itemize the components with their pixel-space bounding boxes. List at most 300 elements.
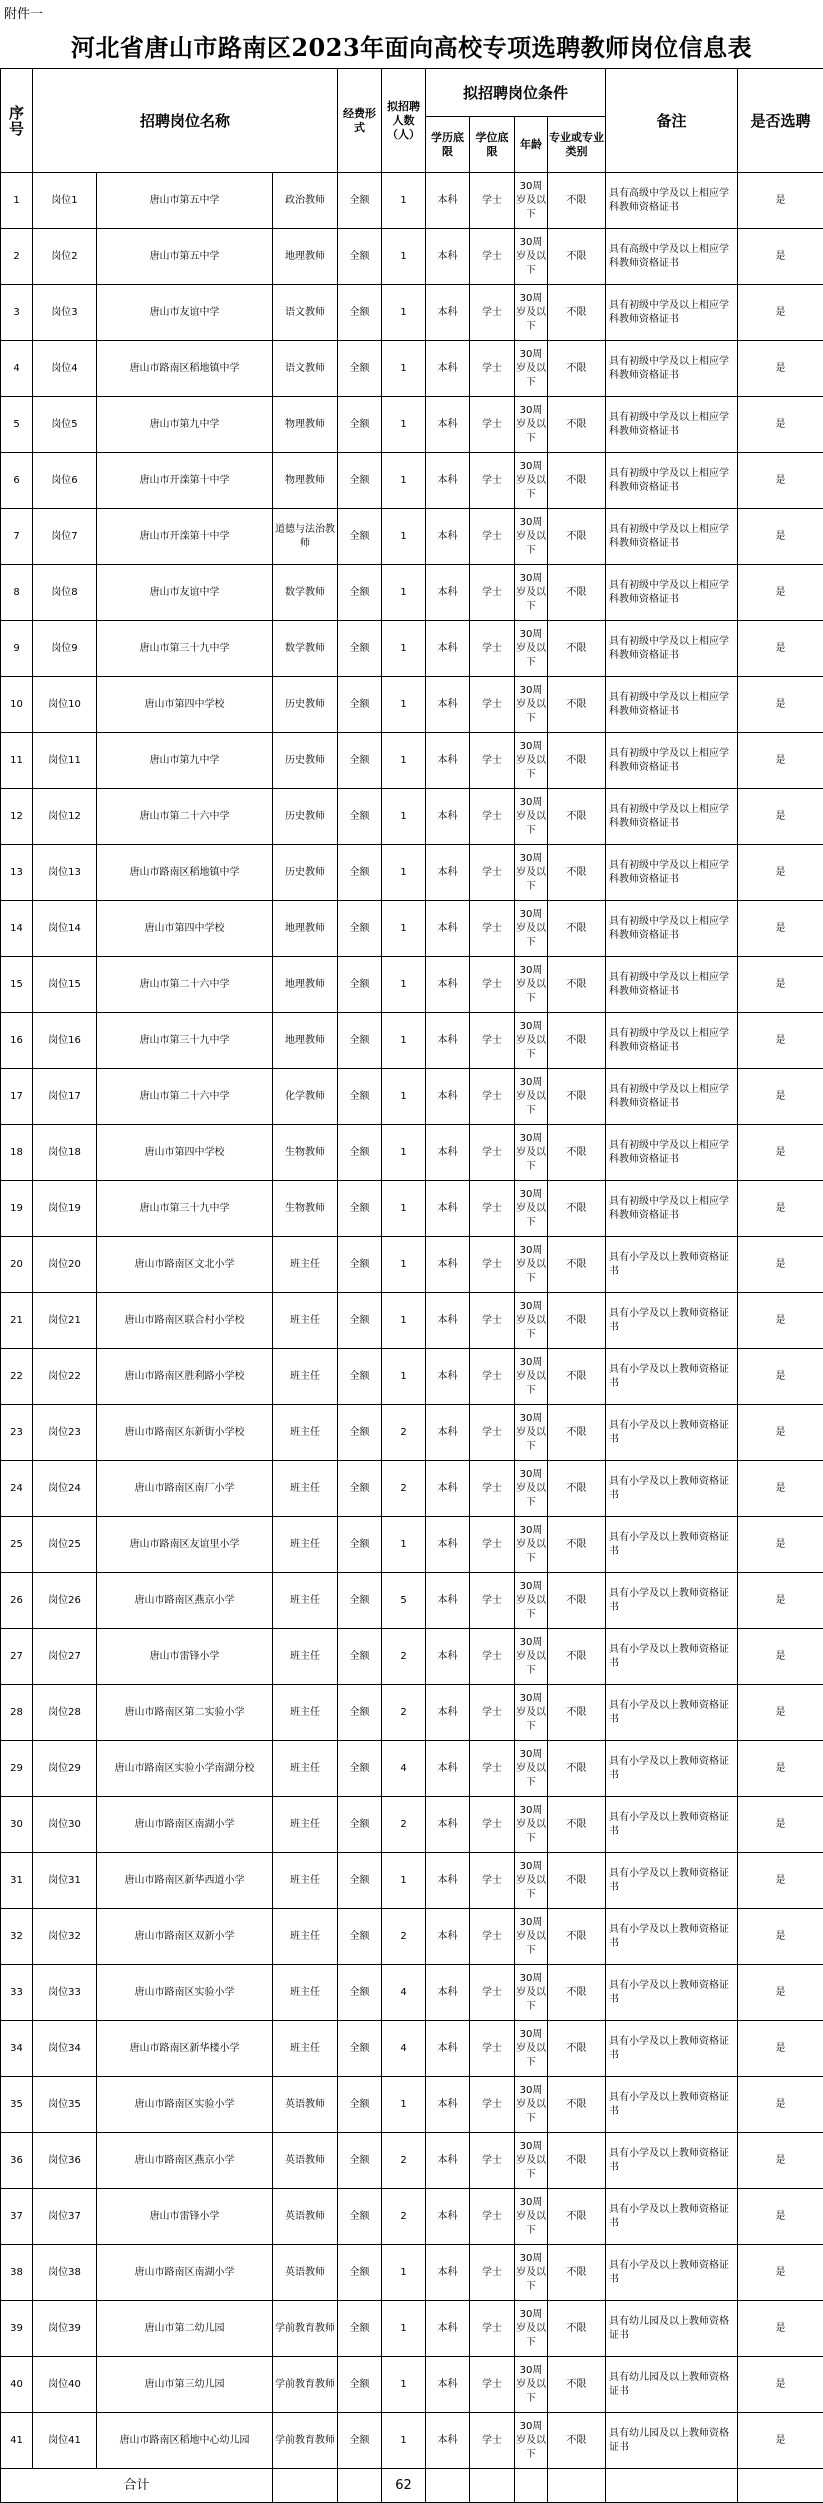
cell-degree: 学士 — [470, 285, 515, 341]
cell-selected: 是 — [738, 453, 823, 509]
cell-degree: 学士 — [470, 453, 515, 509]
cell-funding: 全额 — [338, 2189, 382, 2245]
cell-count: 2 — [382, 2189, 426, 2245]
cell-major: 不限 — [548, 1237, 606, 1293]
cell-degree: 学士 — [470, 1237, 515, 1293]
cell-major: 不限 — [548, 2133, 606, 2189]
cell-count: 5 — [382, 1573, 426, 1629]
cell-degree: 学士 — [470, 1573, 515, 1629]
cell-count: 1 — [382, 1517, 426, 1573]
cell-major: 不限 — [548, 1573, 606, 1629]
cell-major: 不限 — [548, 565, 606, 621]
cell-school: 唐山市路南区新华西道小学 — [97, 1853, 273, 1909]
cell-funding: 全额 — [338, 677, 382, 733]
cell-count: 2 — [382, 1909, 426, 1965]
cell-seq: 36 — [1, 2133, 33, 2189]
cell-age: 30周岁及以下 — [515, 453, 548, 509]
cell-funding: 全额 — [338, 285, 382, 341]
cell-note: 具有小学及以上教师资格证书 — [606, 2077, 738, 2133]
cell-count: 4 — [382, 1965, 426, 2021]
cell-post: 岗位15 — [33, 957, 97, 1013]
cell-note: 具有初级中学及以上相应学科教师资格证书 — [606, 621, 738, 677]
cell-post: 岗位13 — [33, 845, 97, 901]
cell-school: 唐山市雷锋小学 — [97, 2189, 273, 2245]
cell-seq: 25 — [1, 1517, 33, 1573]
cell-education: 本科 — [426, 621, 470, 677]
cell-seq: 19 — [1, 1181, 33, 1237]
positions-table — [0, 68, 823, 2503]
cell-education: 本科 — [426, 845, 470, 901]
cell-school: 唐山市路南区联合村小学校 — [97, 1293, 273, 1349]
cell-age: 30周岁及以下 — [515, 845, 548, 901]
cell-school: 唐山市第三十九中学 — [97, 1181, 273, 1237]
cell-major: 不限 — [548, 1797, 606, 1853]
total-row — [1, 2469, 823, 2503]
cell-note: 具有小学及以上教师资格证书 — [606, 1909, 738, 1965]
cell-degree: 学士 — [470, 1797, 515, 1853]
cell-note: 具有小学及以上教师资格证书 — [606, 1349, 738, 1405]
cell-age: 30周岁及以下 — [515, 2357, 548, 2413]
table-row — [1, 1797, 823, 1853]
cell-major: 不限 — [548, 2189, 606, 2245]
cell-major: 不限 — [548, 2357, 606, 2413]
cell-seq: 40 — [1, 2357, 33, 2413]
cell-selected: 是 — [738, 397, 823, 453]
cell-post: 岗位4 — [33, 341, 97, 397]
cell-seq: 8 — [1, 565, 33, 621]
cell-note: 具有初级中学及以上相应学科教师资格证书 — [606, 453, 738, 509]
cell-subject: 班主任 — [273, 1797, 338, 1853]
cell-note: 具有小学及以上教师资格证书 — [606, 1853, 738, 1909]
cell-count: 1 — [382, 845, 426, 901]
cell-major: 不限 — [548, 2021, 606, 2077]
cell-subject: 地理教师 — [273, 901, 338, 957]
cell-age: 30周岁及以下 — [515, 1237, 548, 1293]
cell-degree: 学士 — [470, 1125, 515, 1181]
cell-school: 唐山市路南区稻地中心幼儿园 — [97, 2413, 273, 2469]
cell-post: 岗位38 — [33, 2245, 97, 2301]
cell-age: 30周岁及以下 — [515, 1293, 548, 1349]
cell-note: 具有初级中学及以上相应学科教师资格证书 — [606, 1069, 738, 1125]
cell-post: 岗位19 — [33, 1181, 97, 1237]
cell-seq: 12 — [1, 789, 33, 845]
cell-count: 1 — [382, 901, 426, 957]
cell-funding: 全额 — [338, 2357, 382, 2413]
cell-post: 岗位11 — [33, 733, 97, 789]
cell-age: 30周岁及以下 — [515, 1517, 548, 1573]
cell-count: 1 — [382, 1013, 426, 1069]
cell-subject: 道德与法治教师 — [273, 509, 338, 565]
cell-seq: 41 — [1, 2413, 33, 2469]
cell-major: 不限 — [548, 453, 606, 509]
cell-education: 本科 — [426, 1573, 470, 1629]
cell-count: 1 — [382, 173, 426, 229]
cell-post: 岗位26 — [33, 1573, 97, 1629]
table-row — [1, 565, 823, 621]
cell-funding: 全额 — [338, 1741, 382, 1797]
cell-school: 唐山市路南区南湖小学 — [97, 1797, 273, 1853]
cell-subject: 班主任 — [273, 1517, 338, 1573]
cell-education: 本科 — [426, 2357, 470, 2413]
cell-subject: 政治教师 — [273, 173, 338, 229]
cell-school: 唐山市路南区东新街小学校 — [97, 1405, 273, 1461]
table-row — [1, 2189, 823, 2245]
cell-seq: 15 — [1, 957, 33, 1013]
cell-selected: 是 — [738, 2189, 823, 2245]
cell-selected: 是 — [738, 2133, 823, 2189]
cell-education: 本科 — [426, 1125, 470, 1181]
cell-funding: 全额 — [338, 2413, 382, 2469]
cell-subject: 化学教师 — [273, 1069, 338, 1125]
cell-selected: 是 — [738, 1013, 823, 1069]
cell-selected: 是 — [738, 2301, 823, 2357]
cell-seq: 37 — [1, 2189, 33, 2245]
cell-major: 不限 — [548, 1405, 606, 1461]
cell-major: 不限 — [548, 1069, 606, 1125]
cell-post: 岗位28 — [33, 1685, 97, 1741]
cell-funding: 全额 — [338, 1573, 382, 1629]
cell-funding: 全额 — [338, 901, 382, 957]
cell-degree: 学士 — [470, 173, 515, 229]
cell-count: 2 — [382, 1685, 426, 1741]
cell-seq: 6 — [1, 453, 33, 509]
cell-age: 30周岁及以下 — [515, 2189, 548, 2245]
cell-education: 本科 — [426, 2077, 470, 2133]
cell-funding: 全额 — [338, 1349, 382, 1405]
cell-selected: 是 — [738, 173, 823, 229]
cell-count: 1 — [382, 453, 426, 509]
cell-education: 本科 — [426, 733, 470, 789]
table-row — [1, 1181, 823, 1237]
cell-education: 本科 — [426, 341, 470, 397]
cell-selected: 是 — [738, 1237, 823, 1293]
cell-note: 具有小学及以上教师资格证书 — [606, 2189, 738, 2245]
cell-major: 不限 — [548, 1013, 606, 1069]
header-position-name: 招聘岗位名称 — [33, 69, 338, 173]
cell-seq: 1 — [1, 173, 33, 229]
table-row — [1, 1237, 823, 1293]
cell-note: 具有小学及以上教师资格证书 — [606, 1237, 738, 1293]
cell-selected: 是 — [738, 509, 823, 565]
cell-school: 唐山市路南区南湖小学 — [97, 2245, 273, 2301]
cell-count: 1 — [382, 229, 426, 285]
cell-education: 本科 — [426, 1013, 470, 1069]
cell-education: 本科 — [426, 1629, 470, 1685]
cell-count: 1 — [382, 1181, 426, 1237]
table-row — [1, 1853, 823, 1909]
cell-note: 具有初级中学及以上相应学科教师资格证书 — [606, 509, 738, 565]
cell-age: 30周岁及以下 — [515, 1405, 548, 1461]
cell-school: 唐山市路南区胜利路小学校 — [97, 1349, 273, 1405]
cell-subject: 英语教师 — [273, 2077, 338, 2133]
cell-funding: 全额 — [338, 1797, 382, 1853]
cell-note: 具有幼儿园及以上教师资格证书 — [606, 2301, 738, 2357]
cell-school: 唐山市第九中学 — [97, 733, 273, 789]
cell-education: 本科 — [426, 285, 470, 341]
cell-education: 本科 — [426, 1461, 470, 1517]
cell-degree: 学士 — [470, 341, 515, 397]
cell-note: 具有小学及以上教师资格证书 — [606, 1685, 738, 1741]
header-age: 年龄 — [515, 117, 548, 173]
cell-funding: 全额 — [338, 1069, 382, 1125]
cell-school: 唐山市第三十九中学 — [97, 1013, 273, 1069]
cell-subject: 语文教师 — [273, 285, 338, 341]
cell-funding: 全额 — [338, 1629, 382, 1685]
cell-degree: 学士 — [470, 229, 515, 285]
cell-post: 岗位8 — [33, 565, 97, 621]
header-seq: 序号 — [1, 69, 33, 173]
table-row — [1, 2077, 823, 2133]
cell-education: 本科 — [426, 1293, 470, 1349]
cell-selected: 是 — [738, 2357, 823, 2413]
cell-education: 本科 — [426, 2413, 470, 2469]
cell-note: 具有小学及以上教师资格证书 — [606, 2245, 738, 2301]
cell-education: 本科 — [426, 1909, 470, 1965]
cell-age: 30周岁及以下 — [515, 2301, 548, 2357]
cell-major: 不限 — [548, 1685, 606, 1741]
cell-count: 4 — [382, 2021, 426, 2077]
cell-education: 本科 — [426, 1965, 470, 2021]
cell-selected: 是 — [738, 1405, 823, 1461]
cell-education: 本科 — [426, 2133, 470, 2189]
cell-school: 唐山市路南区新华楼小学 — [97, 2021, 273, 2077]
cell-age: 30周岁及以下 — [515, 1909, 548, 1965]
cell-count: 1 — [382, 2357, 426, 2413]
cell-degree: 学士 — [470, 2077, 515, 2133]
total-empty-cell — [515, 2469, 548, 2503]
cell-major: 不限 — [548, 2077, 606, 2133]
table-row — [1, 2245, 823, 2301]
cell-note: 具有小学及以上教师资格证书 — [606, 1405, 738, 1461]
table-row — [1, 1069, 823, 1125]
cell-school: 唐山市第五中学 — [97, 173, 273, 229]
cell-seq: 13 — [1, 845, 33, 901]
table-row — [1, 1573, 823, 1629]
total-empty-cell — [470, 2469, 515, 2503]
cell-education: 本科 — [426, 2021, 470, 2077]
table-row — [1, 1965, 823, 2021]
cell-degree: 学士 — [470, 397, 515, 453]
cell-age: 30周岁及以下 — [515, 957, 548, 1013]
cell-subject: 班主任 — [273, 1965, 338, 2021]
cell-note: 具有小学及以上教师资格证书 — [606, 1517, 738, 1573]
cell-major: 不限 — [548, 2413, 606, 2469]
cell-subject: 班主任 — [273, 1685, 338, 1741]
cell-subject: 班主任 — [273, 1237, 338, 1293]
cell-seq: 39 — [1, 2301, 33, 2357]
table-row — [1, 1125, 823, 1181]
cell-degree: 学士 — [470, 1853, 515, 1909]
table-row — [1, 453, 823, 509]
cell-major: 不限 — [548, 733, 606, 789]
cell-post: 岗位20 — [33, 1237, 97, 1293]
cell-post: 岗位24 — [33, 1461, 97, 1517]
cell-school: 唐山市第四中学校 — [97, 901, 273, 957]
header-note: 备注 — [606, 69, 738, 173]
cell-post: 岗位31 — [33, 1853, 97, 1909]
cell-funding: 全额 — [338, 733, 382, 789]
cell-funding: 全额 — [338, 1237, 382, 1293]
cell-subject: 历史教师 — [273, 845, 338, 901]
cell-selected: 是 — [738, 1125, 823, 1181]
cell-education: 本科 — [426, 1181, 470, 1237]
cell-education: 本科 — [426, 2189, 470, 2245]
cell-education: 本科 — [426, 1685, 470, 1741]
cell-school: 唐山市第五中学 — [97, 229, 273, 285]
cell-age: 30周岁及以下 — [515, 1349, 548, 1405]
total-label: 合计 — [1, 2469, 273, 2503]
cell-degree: 学士 — [470, 789, 515, 845]
cell-age: 30周岁及以下 — [515, 1461, 548, 1517]
cell-major: 不限 — [548, 173, 606, 229]
table-row — [1, 2021, 823, 2077]
cell-school: 唐山市路南区实验小学南湖分校 — [97, 1741, 273, 1797]
cell-subject: 英语教师 — [273, 2245, 338, 2301]
cell-degree: 学士 — [470, 901, 515, 957]
cell-count: 2 — [382, 2133, 426, 2189]
cell-count: 1 — [382, 397, 426, 453]
cell-post: 岗位16 — [33, 1013, 97, 1069]
cell-seq: 38 — [1, 2245, 33, 2301]
cell-degree: 学士 — [470, 1909, 515, 1965]
cell-selected: 是 — [738, 2245, 823, 2301]
cell-selected: 是 — [738, 1741, 823, 1797]
cell-selected: 是 — [738, 1573, 823, 1629]
cell-note: 具有初级中学及以上相应学科教师资格证书 — [606, 845, 738, 901]
cell-selected: 是 — [738, 285, 823, 341]
cell-age: 30周岁及以下 — [515, 229, 548, 285]
cell-selected: 是 — [738, 2077, 823, 2133]
cell-note: 具有初级中学及以上相应学科教师资格证书 — [606, 789, 738, 845]
cell-funding: 全额 — [338, 789, 382, 845]
cell-major: 不限 — [548, 1349, 606, 1405]
table-row — [1, 1013, 823, 1069]
cell-subject: 班主任 — [273, 1461, 338, 1517]
cell-age: 30周岁及以下 — [515, 1573, 548, 1629]
cell-seq: 22 — [1, 1349, 33, 1405]
cell-education: 本科 — [426, 1741, 470, 1797]
cell-post: 岗位2 — [33, 229, 97, 285]
cell-post: 岗位34 — [33, 2021, 97, 2077]
attachment-label: 附件一 — [4, 3, 43, 22]
total-empty-cell — [738, 2469, 823, 2503]
cell-school: 唐山市路南区文北小学 — [97, 1237, 273, 1293]
cell-age: 30周岁及以下 — [515, 677, 548, 733]
table-row — [1, 733, 823, 789]
cell-degree: 学士 — [470, 2021, 515, 2077]
cell-count: 1 — [382, 733, 426, 789]
table-row — [1, 1909, 823, 1965]
cell-degree: 学士 — [470, 845, 515, 901]
cell-degree: 学士 — [470, 509, 515, 565]
cell-post: 岗位25 — [33, 1517, 97, 1573]
cell-count: 1 — [382, 1237, 426, 1293]
cell-major: 不限 — [548, 509, 606, 565]
cell-subject: 班主任 — [273, 1909, 338, 1965]
cell-selected: 是 — [738, 957, 823, 1013]
cell-funding: 全额 — [338, 1853, 382, 1909]
cell-note: 具有初级中学及以上相应学科教师资格证书 — [606, 677, 738, 733]
cell-seq: 34 — [1, 2021, 33, 2077]
table-row — [1, 285, 823, 341]
cell-seq: 24 — [1, 1461, 33, 1517]
cell-note: 具有初级中学及以上相应学科教师资格证书 — [606, 341, 738, 397]
cell-major: 不限 — [548, 1517, 606, 1573]
cell-subject: 历史教师 — [273, 733, 338, 789]
cell-count: 1 — [382, 2245, 426, 2301]
cell-subject: 数学教师 — [273, 621, 338, 677]
cell-funding: 全额 — [338, 845, 382, 901]
cell-subject: 班主任 — [273, 1629, 338, 1685]
cell-seq: 4 — [1, 341, 33, 397]
cell-degree: 学士 — [470, 957, 515, 1013]
cell-post: 岗位27 — [33, 1629, 97, 1685]
table-row — [1, 1349, 823, 1405]
table-row — [1, 2301, 823, 2357]
cell-major: 不限 — [548, 285, 606, 341]
cell-funding: 全额 — [338, 453, 382, 509]
cell-selected: 是 — [738, 1293, 823, 1349]
cell-note: 具有幼儿园及以上教师资格证书 — [606, 2413, 738, 2469]
cell-major: 不限 — [548, 1909, 606, 1965]
cell-education: 本科 — [426, 901, 470, 957]
cell-post: 岗位7 — [33, 509, 97, 565]
cell-degree: 学士 — [470, 2133, 515, 2189]
table-body — [1, 173, 823, 2469]
cell-degree: 学士 — [470, 1965, 515, 2021]
cell-funding: 全额 — [338, 2077, 382, 2133]
table-row — [1, 1629, 823, 1685]
cell-school: 唐山市第三幼儿园 — [97, 2357, 273, 2413]
cell-seq: 7 — [1, 509, 33, 565]
cell-funding: 全额 — [338, 509, 382, 565]
cell-major: 不限 — [548, 2301, 606, 2357]
table-row — [1, 1405, 823, 1461]
cell-selected: 是 — [738, 1181, 823, 1237]
cell-major: 不限 — [548, 789, 606, 845]
cell-age: 30周岁及以下 — [515, 789, 548, 845]
cell-education: 本科 — [426, 1237, 470, 1293]
cell-major: 不限 — [548, 1741, 606, 1797]
cell-funding: 全额 — [338, 2021, 382, 2077]
cell-subject: 物理教师 — [273, 453, 338, 509]
cell-major: 不限 — [548, 621, 606, 677]
cell-funding: 全额 — [338, 173, 382, 229]
total-empty-cell — [338, 2469, 382, 2503]
cell-seq: 21 — [1, 1293, 33, 1349]
cell-selected: 是 — [738, 1965, 823, 2021]
table-row — [1, 957, 823, 1013]
cell-note: 具有初级中学及以上相应学科教师资格证书 — [606, 1013, 738, 1069]
cell-seq: 35 — [1, 2077, 33, 2133]
cell-note: 具有初级中学及以上相应学科教师资格证书 — [606, 1181, 738, 1237]
table-row — [1, 901, 823, 957]
cell-selected: 是 — [738, 733, 823, 789]
cell-post: 岗位33 — [33, 1965, 97, 2021]
cell-age: 30周岁及以下 — [515, 1741, 548, 1797]
cell-degree: 学士 — [470, 677, 515, 733]
cell-post: 岗位6 — [33, 453, 97, 509]
cell-degree: 学士 — [470, 1293, 515, 1349]
cell-major: 不限 — [548, 845, 606, 901]
cell-school: 唐山市友谊中学 — [97, 565, 273, 621]
cell-count: 1 — [382, 677, 426, 733]
cell-seq: 17 — [1, 1069, 33, 1125]
cell-school: 唐山市第四中学校 — [97, 677, 273, 733]
cell-note: 具有初级中学及以上相应学科教师资格证书 — [606, 901, 738, 957]
cell-post: 岗位37 — [33, 2189, 97, 2245]
cell-funding: 全额 — [338, 2133, 382, 2189]
